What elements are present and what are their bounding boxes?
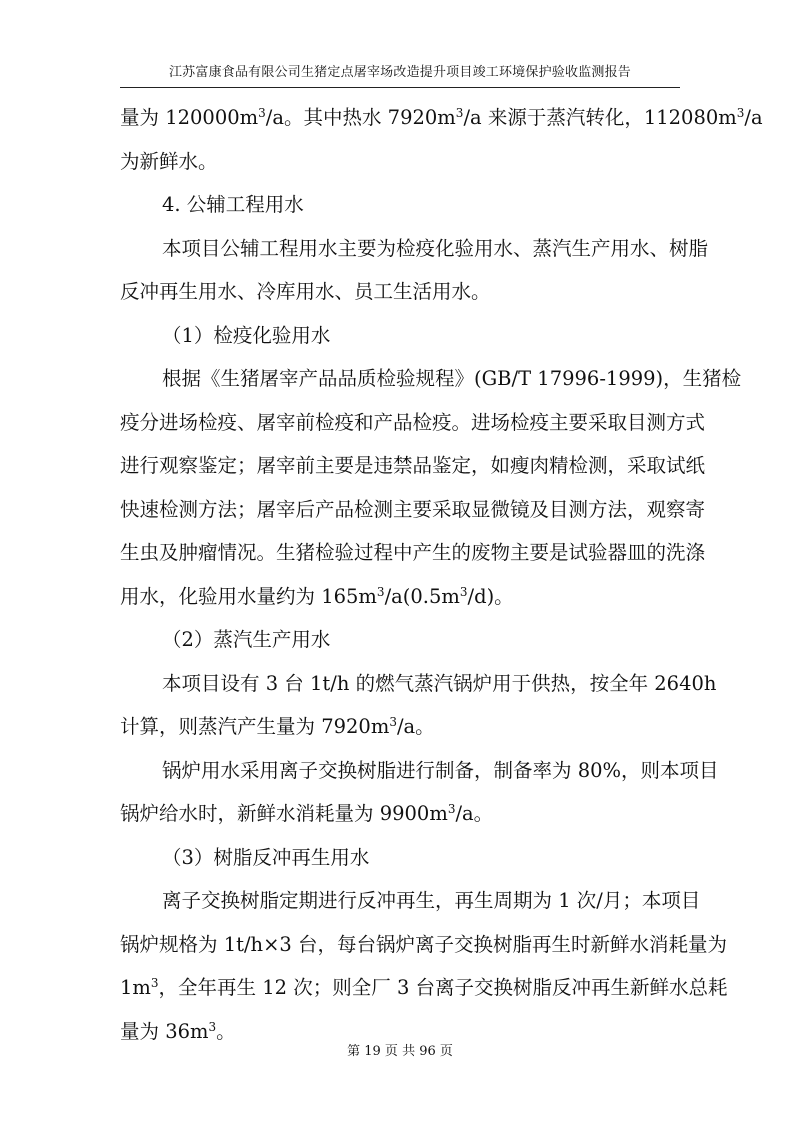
paragraph-line — [120, 96, 763, 140]
subsection-heading-3: （3）树脂反冲再生用水 — [162, 845, 370, 869]
text-run: /d)。 — [467, 584, 514, 608]
paragraph-line: 离子交换树脂定期进行反冲再生，再生周期为 1 次/月；本项目 — [162, 889, 701, 912]
text-run: ，全年再生 12 次；则全厂 3 台离子交换树脂反冲再生新鲜水总耗 — [158, 976, 728, 999]
header-divider — [120, 87, 680, 88]
superscript: 3 — [447, 802, 456, 816]
superscript: 3 — [258, 106, 266, 120]
subsection-heading-1: （1）检疫化验用水 — [162, 323, 331, 347]
report-header-title: 江苏富康食品有限公司生猪定点屠宰场改造提升项目竣工环境保护验收监测报告 — [168, 65, 631, 80]
text-run: /a。 — [455, 802, 494, 825]
paragraph-line: 为新鲜水。 — [120, 149, 218, 173]
paragraph-line: 反冲再生用水、冷库用水、员工生活用水。 — [120, 280, 491, 303]
paragraph-line — [120, 966, 728, 1010]
paragraph-line — [120, 575, 682, 619]
paragraph-line — [120, 705, 682, 749]
superscript: 3 — [459, 584, 468, 599]
superscript: 3 — [376, 584, 385, 599]
text-run: 用水，化验用水量约为 165m — [120, 584, 377, 608]
superscript: 3 — [208, 1019, 217, 1034]
paragraph-line: 生虫及肿瘤情况。生猪检验过程中产生的废物主要是试验器皿的洗涤 — [120, 541, 706, 564]
text-run: /a。其中热水 7920m — [265, 106, 456, 129]
page-number: 第 19 页 共 96 页 — [347, 1044, 453, 1059]
text-run: 计算，则蒸汽产生量为 7920m — [120, 715, 390, 738]
text-run: 锅炉给水时，新鲜水消耗量为 9900m — [120, 802, 448, 825]
paragraph-line: 本项目公辅工程用水主要为检疫化验用水、蒸汽生产用水、树脂 — [162, 236, 709, 260]
text-run: /a — [744, 106, 763, 129]
superscript: 3 — [150, 976, 159, 990]
paragraph-line: 进行观察鉴定；屠宰前主要是违禁品鉴定，如瘦肉精检测，采取试纸 — [120, 454, 706, 477]
superscript: 3 — [389, 715, 397, 729]
paragraph-line: 本项目设有 3 台 1t/h 的燃气蒸汽锅炉用于供热，按全年 2640h — [162, 671, 717, 695]
text-run: 量为 120000m — [120, 106, 259, 129]
text-run: 。 — [216, 1019, 236, 1043]
subsection-heading-2: （2）蒸汽生产用水 — [162, 628, 331, 651]
document-body — [120, 96, 763, 1053]
paragraph-line: 锅炉用水采用离子交换树脂进行制备，制备率为 80%，则本项目 — [162, 758, 719, 782]
paragraph-line: 快速检测方法；屠宰后产品检测主要采取显微镜及目测方法，观察寄 — [120, 497, 706, 521]
text-run: 量为 36m — [120, 1019, 209, 1043]
paragraph-line: 锅炉规格为 1t/h×3 台，每台锅炉离子交换树脂再生时新鲜水消耗量为 — [120, 932, 728, 956]
text-run: /a(0.5m — [384, 584, 460, 608]
paragraph-line — [120, 792, 682, 836]
superscript: 3 — [455, 106, 464, 120]
text-run: /a 来源于蒸汽转化，112080m — [463, 106, 737, 129]
text-run: /a。 — [396, 715, 435, 738]
section-heading-4: 4. 公辅工程用水 — [162, 193, 304, 216]
paragraph-line: 根据《生猪屠宰产品品质检验规程》(GB/T 17996-1999)，生猪检 — [162, 367, 742, 390]
paragraph-line: 疫分进场检疫、屠宰前检疫和产品检疫。进场检疫主要采取目测方式 — [120, 410, 706, 434]
text-run: 1m — [120, 976, 151, 999]
superscript: 3 — [736, 106, 745, 120]
